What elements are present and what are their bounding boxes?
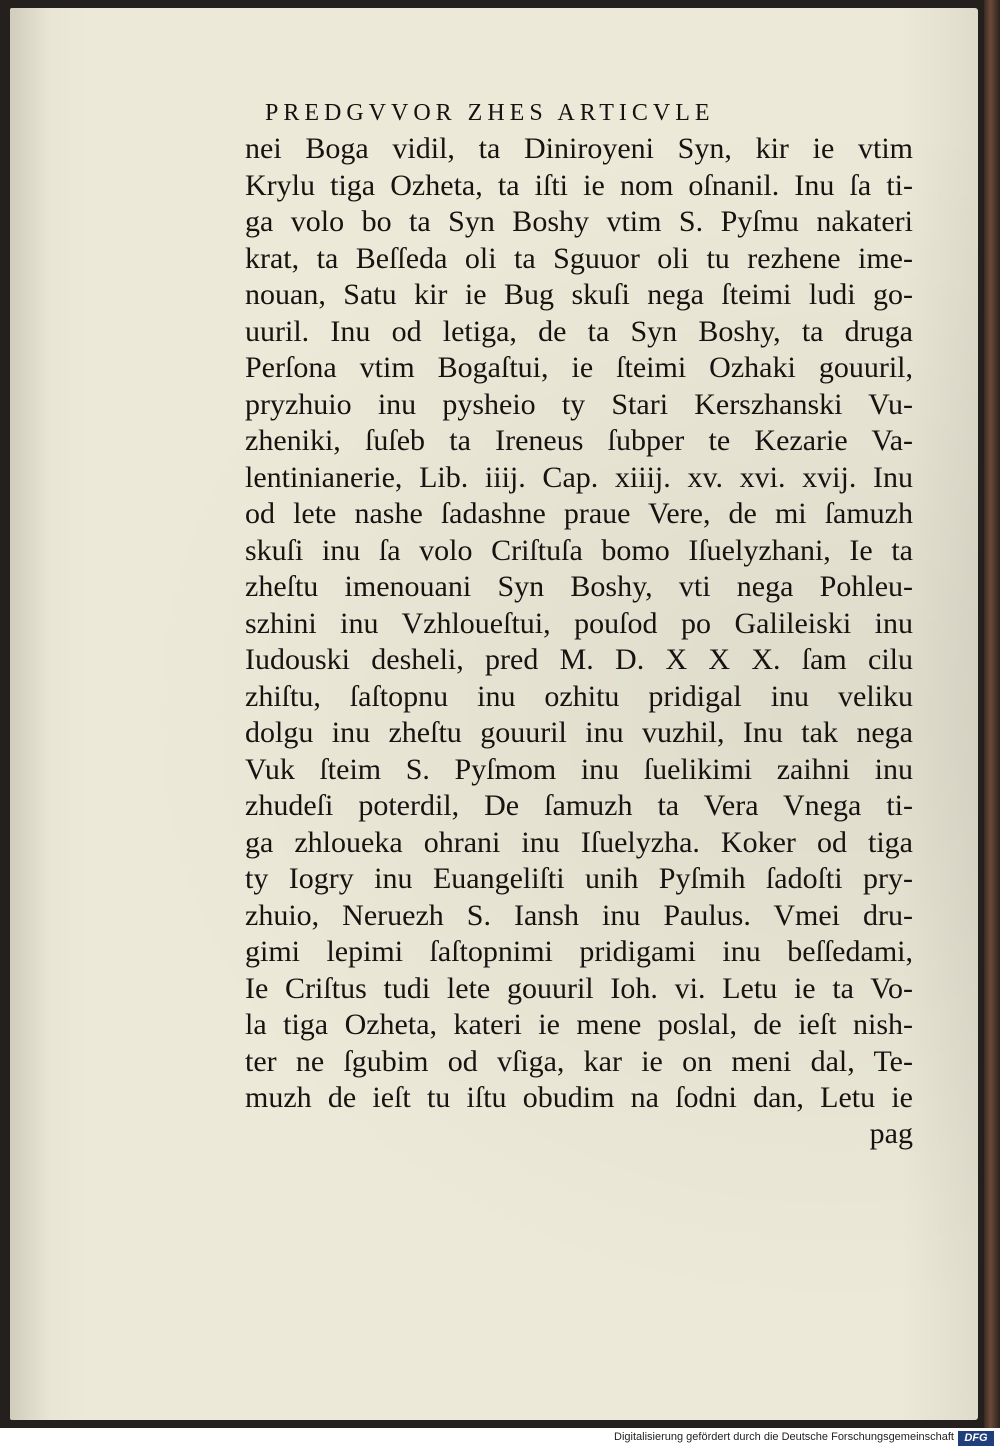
text-line: od lete nashe ſadashne praue Vere, de mi ſamuzh [245,497,913,530]
text-line: ty Iogry inu Euangeliſti unih Pyſmih ſadoſti pry- [245,862,913,895]
funding-credit: Digitalisierung gefördert durch die Deutsche Forschungsgemeinschaft [614,1431,954,1443]
text-line: dolgu inu zheſtu gouuril inu vuzhil, Inu tak nega [245,716,913,749]
text-line: la tiga Ozheta, kateri ie mene poslal, de ieſt nish- [245,1008,913,1041]
text-line: zhiſtu, ſaſtopnu inu ozhitu pridigal inu veliku [245,679,913,713]
text-line: ter ne ſgubim od vſiga, kar ie on meni dal, Te- [245,1044,913,1078]
text-line: zhuio, Neruezh S. Iansh inu Paulus. Vmei dru- [245,898,913,932]
text-line: Krylu tiga Ozheta, ta iſti ie nom oſnanil. Inu ſa ti- [245,168,913,202]
text-line: uuril. Inu od letiga, de ta Syn Boshy, ta druga [245,314,913,348]
text-line: nouan, Satu kir ie Bug skuſi nega ſteimi ludi go- [245,278,913,311]
text-line: ga zhloueka ohrani inu Iſuelyzha. Koker od tiga [245,825,913,859]
text-line: lentinianerie, Lib. iiij. Cap. xiiij. xv. xvi. xvij. Inu [245,460,913,494]
text-line: szhini inu Vzhloueſtui, pouſod po Galileiski inu [245,606,913,640]
book-board-edge [984,0,1000,1428]
page-content [245,100,935,1151]
running-head: PREDGVVOR ZHES ARTICVLE [265,100,715,126]
text-line: krat, ta Beſſeda oli ta Sguuor oli tu rezhene ime- [245,241,913,275]
dfg-logo: DFG [958,1431,994,1446]
text-line: Iudouski desheli, pred M. D. X X X. ſam cilu [245,643,913,676]
text-line: skuſi inu ſa volo Criſtuſa bomo Iſuelyzhani, Ie ta [245,533,913,567]
text-line: nei Boga vidil, ta Diniroyeni Syn, kir ie vtim [245,132,913,165]
text-line: zheſtu imenouani Syn Boshy, vti nega Pohleu- [245,570,913,603]
text-line: ga volo bo ta Syn Boshy vtim S. Pyſmu nakateri [245,205,913,238]
text-line: zheniki, ſuſeb ta Ireneus ſubper te Kezarie Va- [245,424,913,457]
text-line: Ie Criſtus tudi lete gouuril Ioh. vi. Letu ie ta Vo- [245,971,913,1005]
text-line: Perſona vtim Bogaſtui, ie ſteimi Ozhaki gouuril, [245,351,913,384]
catchword: pag [869,1116,913,1150]
text-line: zhudeſi poterdil, De ſamuzh ta Vera Vnega ti- [245,789,913,822]
text-line: gimi lepimi ſaſtopnimi pridigami inu beſſedami, [245,935,913,968]
text-line: pryzhuio inu pysheio ty Stari Kerszhanski Vu- [245,387,913,421]
page-gutter-shadow [10,8,50,1420]
text-line: muzh de ieſt tu iſtu obudim na ſodni dan, Letu ie [245,1081,913,1114]
text-line: Vuk ſteim S. Pyſmom inu ſuelikimi zaihni inu [245,752,913,786]
body-text [245,131,935,1117]
